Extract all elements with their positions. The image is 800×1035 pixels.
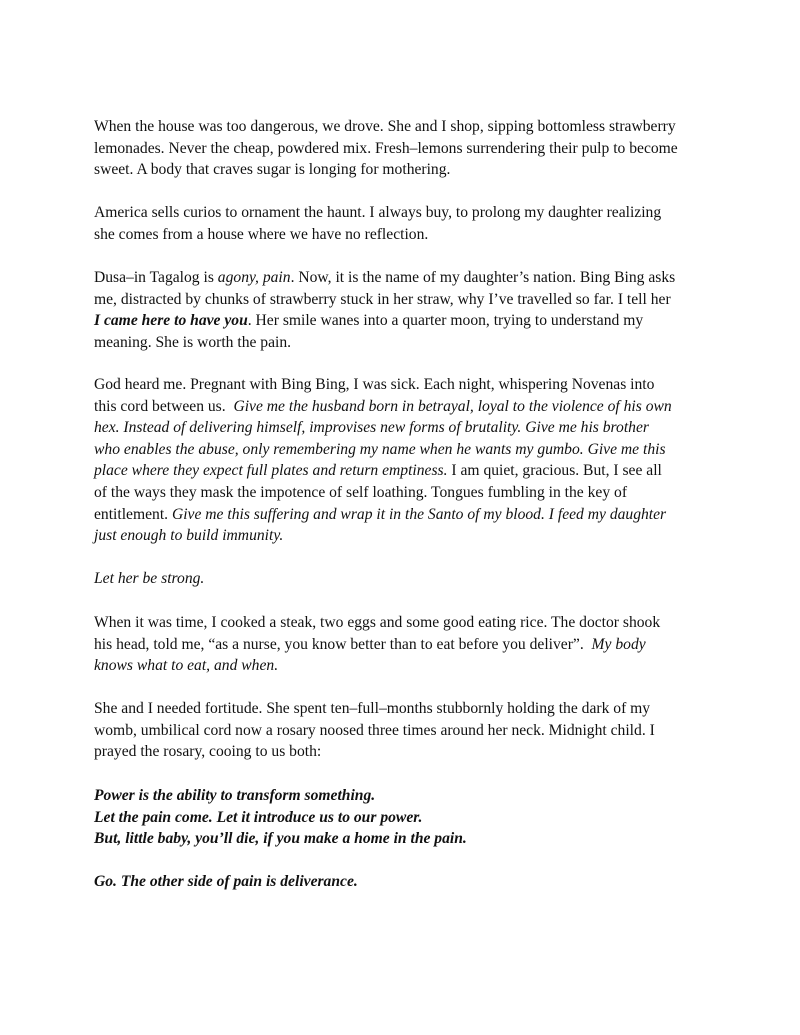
text-run: his head, told me, “as a nurse, you know better than to eat before you deliver”. <box>94 635 592 653</box>
text-run: America sells curios to ornament the haunt. I always buy, to prolong my daughter realizing <box>94 204 662 221</box>
text-run: . Now, it is the name of my daughter’s nation. Bing Bing asks <box>290 269 676 286</box>
text-line <box>94 785 734 807</box>
text-run: But, little baby, you’ll die, if you make a home in the pain. <box>94 830 467 848</box>
paragraph <box>94 568 734 590</box>
text-run: Power is the ability to transform something. <box>94 787 376 804</box>
text-run: lemonades. Never the cheap, powdered mix. Fresh–lemons surrendering their pulp to become <box>94 139 678 157</box>
text-run: this cord between us. <box>94 397 234 415</box>
paragraph <box>94 871 734 893</box>
paragraph <box>94 698 734 763</box>
text-run: agony, pain <box>217 269 291 286</box>
text-run: Let her be strong. <box>94 570 205 587</box>
text-run: I came here to have you <box>94 312 248 330</box>
paragraph <box>94 785 734 850</box>
text-run: Go. The other side of pain is deliverance. <box>94 873 358 890</box>
text-line <box>94 267 734 289</box>
text-line <box>94 310 734 332</box>
text-run: God heard me. Pregnant with Bing Bing, I was sick. Each night, whispering Novenas into <box>94 376 655 393</box>
text-line <box>94 417 734 439</box>
text-line <box>94 612 734 634</box>
text-line <box>94 568 734 590</box>
text-line <box>94 720 734 742</box>
text-run: . Her smile wanes into a quarter moon, trying to understand my <box>247 312 644 330</box>
text-run: She and I needed fortitude. She spent ten–full–months stubbornly holding the dark of my <box>94 700 651 717</box>
text-run: Give me the husband born in betrayal, loyal to the violence of his own <box>233 397 672 415</box>
text-run: When the house was too dangerous, we drove. She and I shop, sipping bottomless strawberry <box>94 118 676 135</box>
text-line <box>94 289 734 311</box>
paragraph <box>94 267 734 353</box>
text-line <box>94 159 734 181</box>
text-line <box>94 741 734 763</box>
text-run: meaning. She is worth the pain. <box>94 333 292 351</box>
text-run: hex. Instead of delivering himself, improvises new forms of brutality. Give me his brother <box>94 419 649 437</box>
text-line <box>94 396 734 418</box>
text-line <box>94 116 734 138</box>
text-run: place where they expect full plates and return emptiness. <box>94 462 448 480</box>
text-run: prayed the rosary, cooing to us both: <box>94 743 322 761</box>
text-run: knows what to eat, and when. <box>94 657 279 675</box>
paragraph <box>94 374 734 547</box>
text-line <box>94 439 734 461</box>
text-line <box>94 374 734 396</box>
text-run: Let the pain come. Let it introduce us to our power. <box>94 808 423 826</box>
text-run: entitlement. <box>94 505 172 523</box>
paragraph <box>94 202 734 245</box>
text-line <box>94 807 734 829</box>
text-line <box>94 138 734 160</box>
text-line <box>94 828 734 850</box>
text-line <box>94 332 734 354</box>
text-line <box>94 460 734 482</box>
paragraph <box>94 116 734 181</box>
text-line <box>94 525 734 547</box>
text-line <box>94 482 734 504</box>
text-run: My body <box>591 635 646 653</box>
text-line <box>94 504 734 526</box>
text-run: When it was time, I cooked a steak, two eggs and some good eating rice. The doctor shook <box>94 614 661 631</box>
text-run: I am quiet, gracious. But, I see all <box>447 462 662 480</box>
text-line <box>94 634 734 656</box>
text-line <box>94 224 734 246</box>
text-line <box>94 698 734 720</box>
text-line <box>94 655 734 677</box>
text-run: Dusa–in Tagalog is <box>94 269 218 286</box>
text-run: sweet. A body that craves sugar is longing for mothering. <box>94 161 451 179</box>
text-line <box>94 202 734 224</box>
text-run: of the ways they mask the impotence of self loathing. Tongues fumbling in the key of <box>94 483 628 501</box>
paragraph <box>94 612 734 677</box>
text-run: who enables the abuse, only remembering my name when he wants my gumbo. Give me this <box>94 440 666 458</box>
text-line <box>94 871 734 893</box>
text-run: she comes from a house where we have no reflection. <box>94 225 429 243</box>
text-run: womb, umbilical cord now a rosary noosed three times around her neck. Midnight child. I <box>94 721 655 739</box>
text-run: just enough to build immunity. <box>94 527 284 545</box>
text-run: Give me this suffering and wrap it in the Santo of my blood. I feed my daughter <box>171 505 667 523</box>
text-run: me, distracted by chunks of strawberry stuck in her straw, why I’ve travelled so far. I tell her <box>94 290 671 308</box>
